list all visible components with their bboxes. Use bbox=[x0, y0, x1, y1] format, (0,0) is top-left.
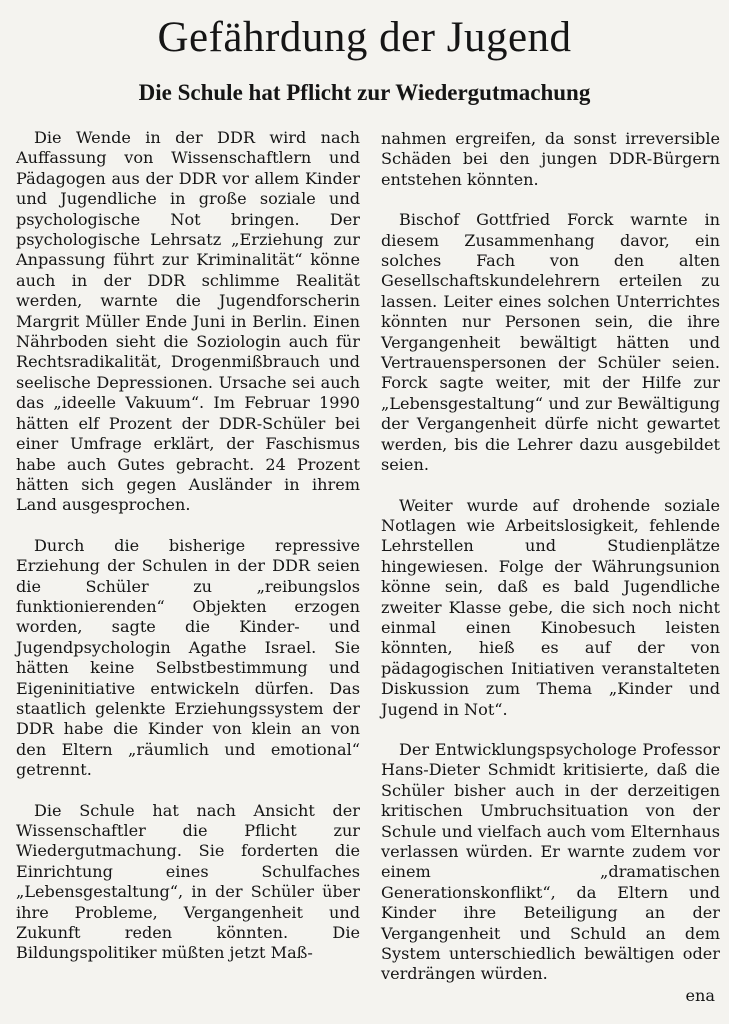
paragraph: Weiter wurde auf drohende soziale Notlagen wie Arbeitslosigkeit, fehlende Lehrstellen und Studienplätze hingewiesen. Folge der Währungsunion könne sein, daß es bald Jugendliche zweiter Klasse gebe, die sich noch nicht einmal einen Kinobesuch leisten könnten, hieß es auf der von pädagogischen Initiativen veranstalteten Diskussion zum Thema „Kinder und Jugend in Not“. bbox=[381, 495, 720, 719]
paragraph-continued: nahmen ergreifen, da sonst irreversible Schäden bei den jungen DDR-Bürgern entstehen könnten. bbox=[381, 129, 720, 189]
paragraph: Durch die bisherige repressive Erziehung der Schulen in der DDR seien die Schüler zu „reibungslos funktionierenden“ Objekten erzogen worden, sagte die Kinder- und Jugendpsychologin Agathe Israel. Sie hätten keine Selbstbestimmung und Eigeninitiative entwickeln dürfen. Das staatlich gelenkte Erziehungssystem der DDR habe die Kinder von klein an von den Eltern „räumlich und emotional“ getrennt. bbox=[16, 535, 360, 780]
paragraph: Bischof Gottfried Forck warnte in diesem Zusammenhang davor, ein solches Fach von den alten Gesellschaftskundelehrern erteilen zu lassen. Leiter eines solchen Unterrichtes könnten nur Personen sein, die ihre Vergangenheit bewältigt hätten und Vertrauenspersonen der Schüler seien. Forck sagte weiter, mit der Hilfe zur „Lebensgestaltung“ und zur Bewältigung der Vergangenheit dürfe nicht gewartet werden, bis die Lehrer dazu ausgebildet seien. bbox=[381, 210, 720, 475]
author-signoff: ena bbox=[685, 986, 715, 1005]
article-headline: Gefährdung der Jugend bbox=[157, 14, 572, 61]
article-subheadline: Die Schule hat Pflicht zur Wiedergutmachung bbox=[138, 80, 591, 105]
paragraph: Die Schule hat nach Ansicht der Wissenschaftler die Pflicht zur Wiedergutmachung. Sie forderten die Einrichtung eines Schulfaches „Lebensgestaltung“, in der Schüler über ihre Probleme, Vergangenheit und Zukunft reden könnten. Die Bildungspolitiker müßten jetzt Maß- bbox=[16, 800, 360, 963]
paragraph: Der Entwicklungspsychologe Professor Hans-Dieter Schmidt kritisierte, daß die Schüler bisher auch in der derzeitigen kritischen Umbruchsituation von der Schule und vielfach auch vom Elternhaus verlassen würden. Er warnte zudem vor einem „dramatischen Generationskonflikt“, da Eltern und Kinder ihre Beteiligung an der Vergangenheit und Schuld an dem System unterschiedlich bewältigen oder verdrängen würden. bbox=[381, 739, 720, 984]
right-column bbox=[381, 129, 720, 1005]
left-column bbox=[16, 128, 360, 984]
paragraph: Die Wende in der DDR wird nach Auffassung von Wissenschaftlern und Pädagogen aus der DDR vor allem Kinder und Jugendliche in große soziale und psychologische Not bringen. Der psychologische Lehrsatz „Erziehung zur Anpassung führt zur Kriminalität“ könne auch in der DDR schlimme Realität werden, warnte die Jugendforscherin Margrit Müller Ende Juni in Berlin. Einen Nährboden sieht die Soziologin auch für Rechtsradikalität, Drogenmißbrauch und seelische Depressionen. Ursache sei auch das „ideelle Vakuum“. Im Februar 1990 hätten elf Prozent der DDR-Schüler bei einer Umfrage erklärt, der Faschismus habe auch Gutes gebracht. 24 Prozent hätten sich gegen Ausländer in ihrem Land ausgesprochen. bbox=[16, 128, 360, 515]
